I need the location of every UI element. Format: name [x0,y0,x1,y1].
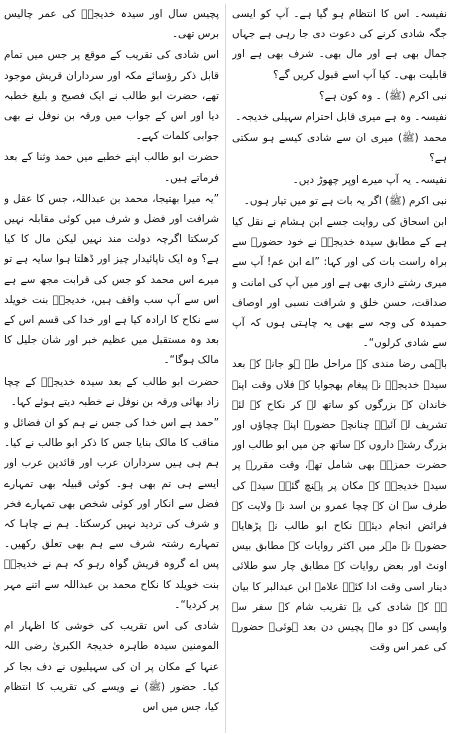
marriage-ceremony-paragraph: باہمی رضا مندی کے مراحل طے ہو جانے کے بعد سیدہ خدیجہؓ نے پیغام بھجوایا کہ فلاں وقت اپنے خاندان کے بزرگوں کو ساتھ لے کر نکاح کے لئے تشریف لے آئیے۔ چنانچہ حضورؐ اپنے چچاؤں اور بزرگ رشتے داروں کے ساتھ جن میں ابو طالب اور حضرت حمزہؓ بھی شامل تھے، وقت مقررہ پر سیدہ خدیجہؓ کے مکان پر پہنچ گئے۔ سیدہ کی طرف سے ان کے چچا عمرو بن اسد نے ولایت کے فرائض انجام دیئے۔ نکاح ابو طالب نے پڑھایا۔ حضورؐ نے مہر میں اکثر روایات کے مطابق بیس اونٹ اور بعض روایات کے مطابق چار سو طلائی دینار اسی وقت ادا کئے۔ علامہ ابن عبدالبر کا بیان ہے کہ شادی کی یہ تقریب شام کے سفر سے واپسی کے دو ماہ پچیس دن بعد ہوئی۔ حضورؐ کی عمر اس وقت [232,358,447,654]
nafisa-leave-it-line: نفیسہ۔ یہ آپ میرے اوپر چھوڑ دیں۔ [292,173,447,186]
nafisa-answer-line: نفیسہ۔ وہ ہے میری قابل احترام سہیلی خدیجہ۔ [235,111,447,124]
nafisa-proposal-paragraph: نفیسہ۔ اس کا انتظام ہو گیا ہے۔ آپ کو ایسی جگہ شادی کرنے کی دعوت دی جا رہی ہے جہاں جمال بھی ہے اور مال بھی۔ شرف بھی ہے اور قابلیت بھی۔ کیا آپ اسے قبول کریں گے؟ [232,8,447,81]
right-text-column [232,4,447,733]
waraqa-intro-paragraph: حضرت ابو طالب کے بعد سیدہ خدیجہؓ کے چچا زاد بھائی ورقہ بن نوفل نے خطبہ دیتے ہوئے کہا۔ [4,375,220,408]
prophet-ready-line: نبی اکرم (ﷺ) اگر یہ بات ہے تو میں تیار ہوں۔ [243,194,447,207]
ibn-ishaq-narration-paragraph: ابن اسحاق کی روایت جسے ابن ہشام نے نقل کیا ہے کے مطابق سیدہ خدیجہؓ نے خود حضورؐ سے براہ راست بات کی اور کہا: ”اے ابن عم! آپ سے میری رشتے داری بھی ہے اور میں آپ کی امانت و صداقت، حسن خلق و شرافت نسبی اور اوصاف حمیدہ کی وجہ سے بھی یہ چاہتی ہوں کہ آپ سے شادی کرلوں“۔ [232,216,447,350]
left-text-column [4,4,219,733]
abu-talib-sermon-quote: ”یہ میرا بھتیجا، محمد بن عبداللہ، جس کا عقل و شرافت اور فضل و شرف میں کوئی مقابلہ نہیں کرسکتا اگرچہ دولت مند نہیں لیکن مال کا کیا ہے؟ وہ ایک ناپائیدار چیز اور ڈھلتا ہوا سایہ ہے تو میرے اس محمد کو جس کی قرابت مجھ سے ہے اس سے آپ سب واقف ہیں، خدیجہؓ بنت خویلد سے نکاح کا ارادہ کیا ہے اور خدا کی قسم اس کے بعد وہ مستقبل میں عظیم خبر اور شان جلیل کا مالک ہوگا“۔ [4,192,220,367]
abu-talib-intro-line: حضرت ابو طالب اپنے خطبے میں حمد وثنا کے بعد فرماتے ہیں۔ [4,151,220,184]
prophet-how-line: محمد (ﷺ) میری ان سے شادی کیسے ہو سکتی ہے؟ [232,132,447,165]
waraqa-sermon-quote: ”حمد ہے اس خدا کی جس نے ہم کو ان فضائل و مناقب کا مالک بنایا جس کا ذکر ابو طالب نے کیا۔ ہم ہی ہیں سرداران عرب اور قائدین عرب اور ایسے ہی تم بھی ہو۔ کوئی قبیلہ بھی تمہارے فضل سے انکار اور کوئی شخص بھی تمہارے فخر و شرف کی تردید نہیں کرسکتا۔ ہم نے چاہا کہ تمہارے رشتہ شرف سے ہم بھی تعلق رکھیں۔ پس اے گروہ قریش گواہ رہو کہ ہم نے خدیجہؓ بنت خویلد کا نکاح محمد بن عبداللہ سے اتنے مہر پر کردیا“۔ [4,417,220,611]
prophet-question-line: نبی اکرم (ﷺ) ۔ وہ کون ہے؟ [319,89,447,102]
ages-line: پچیس سال اور سیدہ خدیجہؓ کی عمر چالیس برس تھی۔ [4,8,220,41]
column-divider [225,4,226,733]
ceremony-sermon-paragraph: اس شادی کی تقریب کے موقع پر جس میں تمام قابل ذکر رؤسائے مکہ اور سرداران قریش موجود تھے، حضرت ابو طالب نے ایک فصیح و بلیغ خطبہ دیا اور اس کے جواب میں ورقہ بن نوفل نے بھی جوابی کلمات کہے۔ [4,49,220,143]
celebration-paragraph: شادی کی اس تقریب کی خوشی کا اظہار ام المومنین سیدہ طاہرہ خدیجۃ الکبریٰ رضی اللہ عنہا کے مکان پر ان کی سہیلیوں نے دف بجا کر کیا۔ حضور (ﷺ) نے ویسے کی تقریب کا انتظام کیا، جس میں اس [4,620,220,713]
